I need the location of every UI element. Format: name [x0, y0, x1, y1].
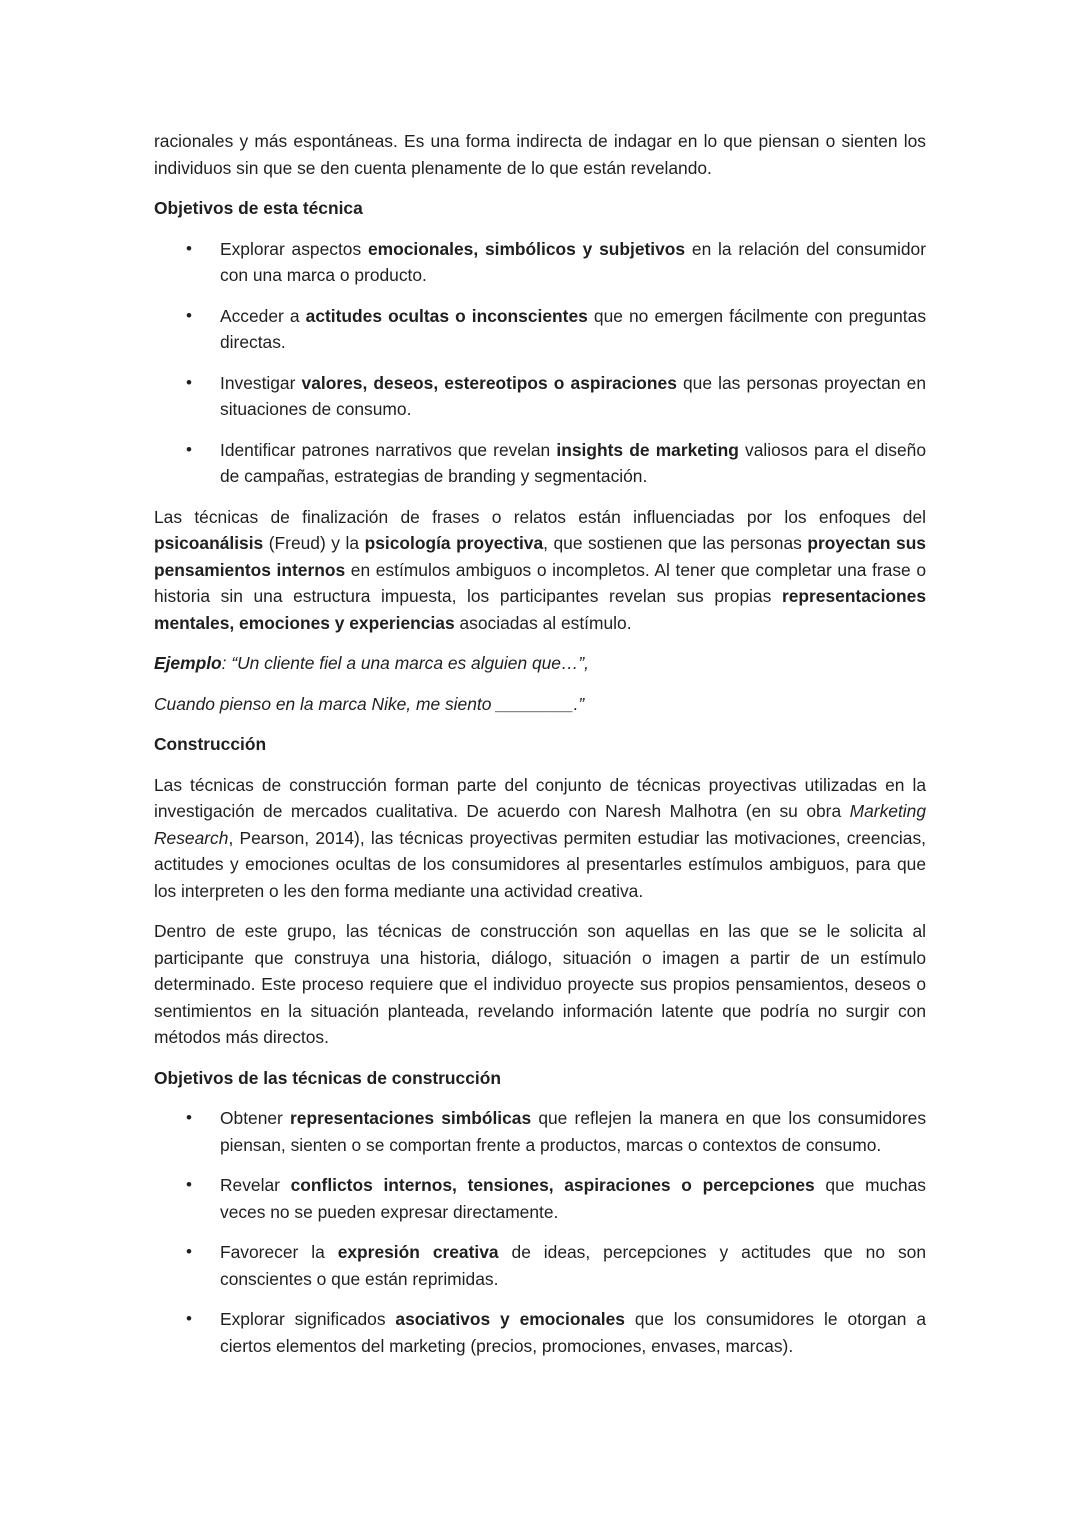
bullet-icon: • [186, 1175, 192, 1194]
example-block [154, 650, 926, 717]
objetivos-construccion-list [154, 1105, 926, 1359]
influencias-paragraph: Las técnicas de finalización de frases o relatos están influenciadas por los enfoques del psicoanálisis (Freud) y la psicología proyectiva, que sostienen que las personas proyectan sus pensamientos internos en estímulos ambiguos o incompletos. Al tener que completar una frase o historia sin una estructura impuesta, los participantes revelan sus propias representaciones mentales, emociones y experiencias asociadas al estímulo. [154, 506, 927, 633]
section-heading-objetivos-construccion: Objetivos de las técnicas de construcción [154, 1067, 501, 1088]
bullet-icon: • [186, 1242, 192, 1261]
bullet-icon: • [186, 1309, 192, 1328]
list-item: • Investigar valores, deseos, estereotipos o aspiraciones que las personas proyectan en situaciones de consumo. [154, 370, 926, 423]
construccion-paragraph-2: Dentro de este grupo, las técnicas de construcción son aquellas en las que se le solicita al participante que construya una historia, diálogo, situación o imagen a partir de un estímulo determinado. Este proceso requiere que el individuo proyecte sus propios pensamientos, deseos o sentimientos en la situación planteada, revelando información latente que podría no surgir con métodos más directos. [154, 921, 926, 1047]
example-line-2: Cuando pienso en la marca Nike, me siento ________.” [154, 693, 585, 714]
bullet-icon: • [186, 238, 192, 258]
list-item: • Obtener representaciones simbólicas que reflejen la manera en que los consumidores piensan, sienten o se comportan frente a productos, marcas o contextos de consumo. [154, 1105, 926, 1158]
document-page [154, 128, 926, 1373]
intro-paragraph: racionales y más espontáneas. Es una forma indirecta de indagar en lo que piensan o sienten los individuos sin que se den cuenta plenamente de lo que están revelando. [154, 131, 926, 178]
example-line-1: Ejemplo: “Un cliente fiel a una marca es alguien que…”, [154, 653, 589, 673]
objetivos-list [154, 236, 926, 490]
bullet-icon: • [186, 372, 192, 392]
list-item: • Explorar significados asociativos y emocionales que los consumidores le otorgan a ciertos elementos del marketing (precios, promociones, envases, marcas). [154, 1306, 926, 1359]
bullet-icon: • [186, 439, 192, 459]
list-item: • Explorar aspectos emocionales, simbólicos y subjetivos en la relación del consumidor con una marca o producto. [154, 236, 926, 289]
list-item: • Acceder a actitudes ocultas o inconscientes que no emergen fácilmente con preguntas directas. [154, 303, 926, 356]
section-heading-objetivos: Objetivos de esta técnica [154, 198, 363, 218]
construccion-paragraph-1: Las técnicas de construcción forman parte del conjunto de técnicas proyectivas utilizadas en la investigación de mercados cualitativa. De acuerdo con Naresh Malhotra (en su obra Marketing Research, Pearson, 2014), las técnicas proyectivas permiten estudiar las motivaciones, creencias, actitudes y emociones ocultas de los consumidores al presentarles estímulos ambiguos, para que los interpreten o les den forma mediante una actividad creativa. [154, 774, 926, 901]
bullet-icon: • [186, 1108, 192, 1127]
list-item: • Revelar conflictos internos, tensiones, aspiraciones o percepciones que muchas veces no se pueden expresar directamente. [154, 1172, 926, 1225]
list-item: • Identificar patrones narrativos que revelan insights de marketing valiosos para el diseño de campañas, estrategias de branding y segmentación. [154, 437, 926, 490]
section-heading-construccion: Construcción [154, 734, 267, 754]
bullet-icon: • [186, 305, 192, 325]
list-item: • Favorecer la expresión creativa de ideas, percepciones y actitudes que no son conscientes o que están reprimidas. [154, 1239, 926, 1292]
